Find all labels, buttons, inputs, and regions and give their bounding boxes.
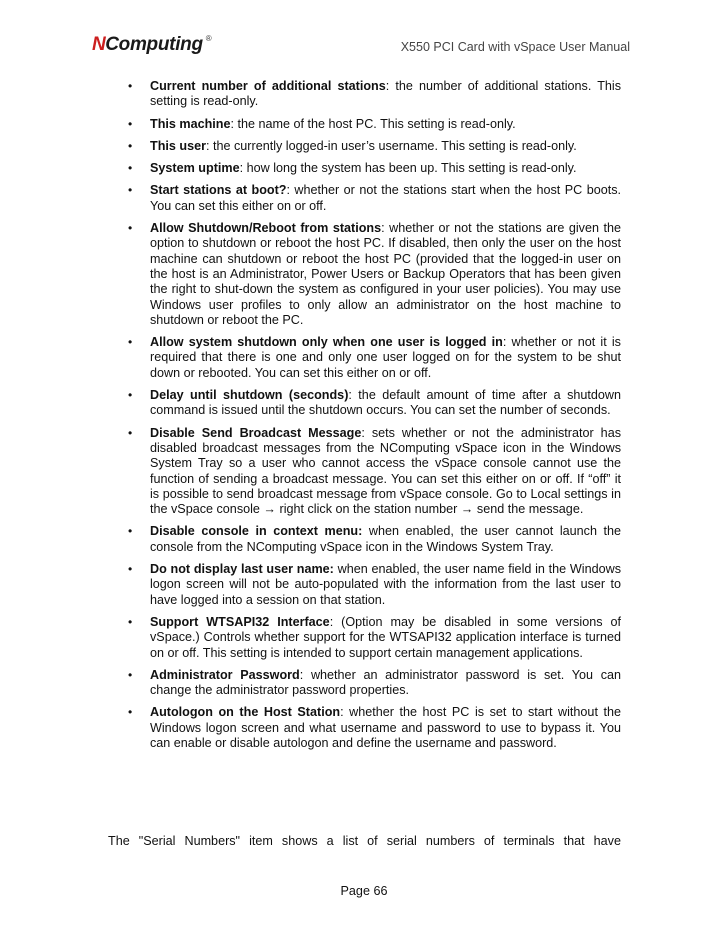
- list-item: [108, 183, 621, 214]
- setting-term: System uptime: [150, 161, 240, 176]
- setting-term: This machine: [150, 116, 231, 131]
- bullet-icon: •: [128, 138, 133, 153]
- setting-term: Start stations at boot?: [150, 183, 287, 198]
- body-paragraph: The "Serial Numbers" item shows a list of serial numbers of terminals that have: [108, 834, 621, 848]
- setting-term: Support WTSAPI32 Interface: [150, 614, 330, 629]
- setting-term: Current number of additional stations: [150, 79, 386, 93]
- setting-term: Administrator Password: [150, 667, 300, 682]
- setting-description: : whether the host PC is set to start without the Windows logon screen and what username and password to use to bypass it. You can enable or disable autologon and define the username and password.: [150, 705, 621, 750]
- setting-term: Disable console in context menu:: [150, 524, 363, 539]
- setting-description: : sets whether or not the administrator has disabled broadcast messages from the NComputing vSpace icon in the Windows System Tray so a user who cannot access the vSpace console cannot use the function of sending a broadcast message. You can set this either on or off. If “off” it is possible to send broadcast message from vSpace console. Go to Local settings in the vSpace console → right click on the station number → send the message.: [150, 425, 621, 517]
- setting-description: : whether or not the stations are given the option to shutdown or reboot the host PC. If disabled, then only the user on the host machine can shutdown or reboot the host PC (provided that the logged-in user on the host is an Administrator, Power Users or Backup Operators that has been given the right to shut-down the system as configured in your user policies). You may use Windows user profiles to only allow an administrator on the host machine to shutdown or reboot the PC.: [150, 221, 621, 327]
- list-item: [108, 79, 621, 110]
- document-title: X550 PCI Card with vSpace User Manual: [400, 40, 630, 54]
- list-item: [108, 161, 621, 176]
- bullet-icon: •: [128, 183, 133, 198]
- bullet-icon: •: [128, 524, 133, 539]
- list-item: [108, 615, 621, 661]
- list-item: [108, 562, 621, 608]
- setting-description: : whether or not the stations start when the host PC boots. You can set this either on or off.: [150, 183, 621, 213]
- list-item: [108, 426, 621, 518]
- setting-term: Allow system shutdown only when one user is logged in: [150, 335, 503, 350]
- bullet-icon: •: [128, 562, 133, 577]
- setting-term: Allow Shutdown/Reboot from stations: [150, 221, 382, 236]
- ncomputing-logo: [92, 34, 212, 56]
- setting-description: : whether or not it is required that there is one and only one user logged on for the system to be shut down or rebooted. You can set this either on or off.: [150, 335, 621, 380]
- setting-description: : the number of additional stations. This setting is read-only.: [150, 79, 621, 109]
- logo-wordmark: Computing: [105, 34, 203, 55]
- list-item: [108, 117, 621, 132]
- setting-description: when enabled, the user cannot launch the console from the NComputing vSpace icon in the Windows System Tray.: [150, 524, 621, 554]
- setting-term: Autologon on the Host Station: [150, 705, 341, 720]
- logo-prefix: N: [92, 34, 106, 55]
- setting-description: : the currently logged-in user’s username. This setting is read-only.: [206, 138, 577, 153]
- setting-description: when enabled, the user name field in the Windows logon screen will not be auto-populated with the information from the last user to have logged into a session on that station.: [150, 562, 621, 607]
- bullet-icon: •: [128, 705, 133, 720]
- list-item: [108, 221, 621, 328]
- bullet-icon: •: [128, 614, 133, 629]
- setting-description: : how long the system has been up. This setting is read-only.: [239, 161, 577, 176]
- registered-mark: ®: [205, 34, 212, 43]
- bullet-icon: •: [128, 388, 133, 403]
- setting-description: : the name of the host PC. This setting is read-only.: [230, 116, 516, 131]
- setting-term: This user: [150, 138, 206, 153]
- setting-description: : the default amount of time after a shutdown command is issued until the shutdown occurs. You can set the number of seconds.: [150, 388, 621, 418]
- list-item: [108, 524, 621, 555]
- settings-bullet-list: [108, 79, 621, 758]
- bullet-icon: •: [128, 116, 133, 131]
- setting-term: Disable Send Broadcast Message: [150, 425, 362, 440]
- list-item: [108, 139, 621, 154]
- setting-description: : whether an administrator password is set. You can change the administrator password properties.: [150, 667, 622, 698]
- list-item: [108, 388, 621, 419]
- page-number: Page 66: [340, 884, 388, 898]
- list-item: [108, 335, 621, 381]
- bullet-icon: •: [128, 161, 133, 176]
- list-item: [108, 705, 621, 751]
- bullet-icon: •: [128, 79, 133, 93]
- bullet-icon: •: [128, 667, 133, 682]
- setting-description: : (Option may be disabled in some versions of vSpace.) Controls whether support for the WTSAPI32 application interface is turned on or off. This setting is intended to support certain management applications.: [150, 614, 622, 660]
- bullet-icon: •: [128, 335, 133, 350]
- setting-term: Do not display last user name:: [150, 562, 334, 577]
- list-item: [108, 668, 621, 699]
- bullet-icon: •: [128, 425, 133, 440]
- bullet-icon: •: [128, 221, 133, 236]
- setting-term: Delay until shutdown (seconds): [150, 388, 349, 403]
